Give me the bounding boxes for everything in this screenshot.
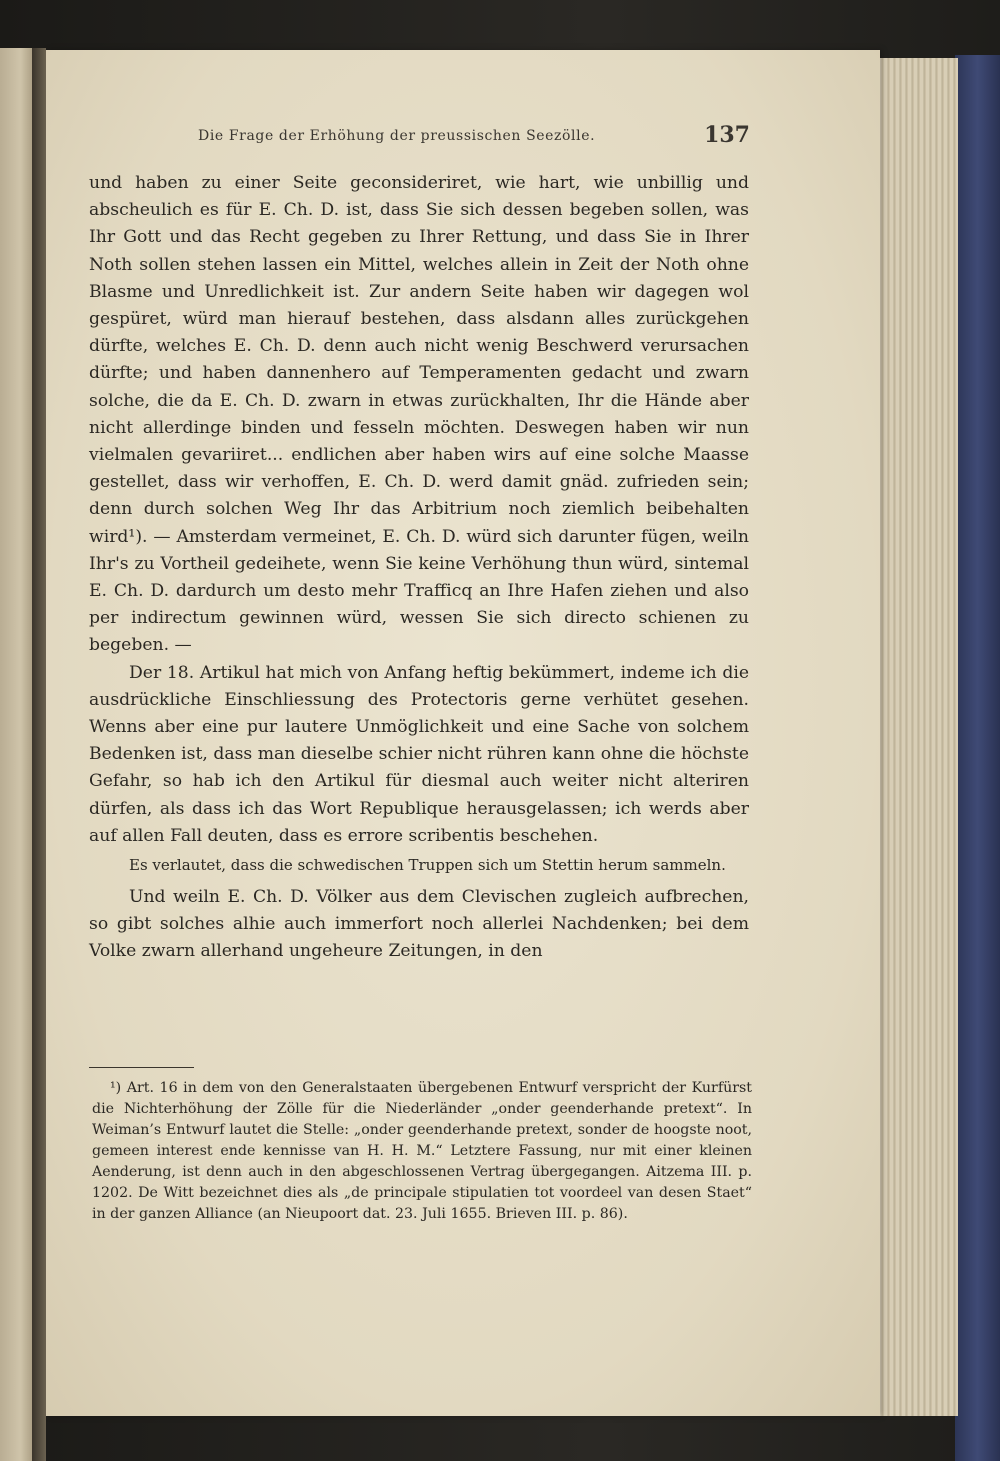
paragraph: Der 18. Artikul hat mich von Anfang heftig bekümmert, indeme ich die ausdrückliche Einschliessung des Protectoris gerne verhütet gesehen. Wenns aber eine pur lautere Unmöglichkeit und eine Sache von solchem Bedenken ist, dass man dieselbe schier nicht rühren kann ohne die höchste Gefahr, so hab ich den Artikul für diesmal auch weiter nicht alteriren dürfen, als dass ich das Wort Republique herausgelassen; ich werds aber auf allen Fall deuten, dass es errore scribentis beschehen. [89,662,749,846]
page-number: 137 [704,122,750,148]
running-head [198,122,758,152]
footnote: ¹) Art. 16 in dem von den Generalstaaten übergebenen Entwurf verspricht der Kurfürst die Nichterhöhung der Zölle für die Niederländer „onder geenderhande pretext“. In Weiman’s Entwurf lautet die Stelle: „onder geenderhande pretext, sonder de hoogste noot, gemeen interest ende kennisse van H. H. M.“ Letztere Fassung, nur mit einer kleinen Aenderung, ist denn auch in den abgeschlossenen Vertrag übergegangen. Aitzema III. p. 1202. De Witt bezeichnet dies als „de principale stipulatien tot voordeel van desen Staet“ in der ganzen Alliance (an Nieupoort dat. 23. Juli 1655. Brieven III. p. 86). [92,1080,752,1222]
footnote-rule [89,1067,194,1068]
paragraph: und haben zu einer Seite geconsideriret, wie hart, wie unbillig und abscheulich es für E. Ch. D. ist, dass Sie sich dessen begeben sollen, was Ihr Gott und das Recht gegeben zu Ihrer Rettung, und dass Sie in Ihrer Noth sollen stehen lassen ein Mittel, welches allein in Zeit der Noth ohne Blasme und Unredlichkeit ist. Zur andern Seite haben wir dagegen wol gespüret, würd man hierauf bestehen, dass alsdann alles zurückgehen dürfte, welches E. Ch. D. denn auch nicht wenig Beschwerd verursachen dürfte; und haben dannenhero auf Temperamenten gedacht und zwarn solche, die da E. Ch. D. zwarn in etwas zurückhalten, Ihr die Hände aber nicht allerdinge binden und fesseln möchten. Deswegen haben wir nun vielmalen gevariiret... endlichen aber haben wirs auf eine solche Maasse gestellet, dass wir verhoffen, E. Ch. D. werd damit gnäd. zufrieden sein; denn durch solchen Weg Ihr das Arbitrium noch ziemlich beibehalten wird¹). — Amsterdam vermeinet, E. Ch. D. würd sich darunter fügen, weiln Ihr's zu Vortheil gedeihete, wenn Sie keine Verhöhung thun würd, sintemal E. Ch. D. dardurch um desto mehr Trafficq an Ihre Hafen ziehen und also per indirectum gewinnen würd, wessen Sie sich directo schienen zu begeben. — [89,173,749,656]
gutter-shadow [32,48,46,1461]
paragraph: Und weiln E. Ch. D. Völker aus dem Clevischen zugleich aufbrechen, so gibt solches alhie auch immerfort noch allerlei Nachdenken; bei dem Volke zwarn allerhand ungeheure Zeitungen, in den [89,887,749,962]
facing-page-edge [0,48,34,1461]
running-title: Die Frage der Erhöhung der preussischen Seezölle. [198,128,596,144]
summary-note: Es verlautet, dass die schwedischen Truppen sich um Stettin herum sammeln. [129,856,726,875]
book-cover-edge [955,55,1000,1461]
body-text [89,170,749,966]
page-block-edges [872,58,958,1416]
